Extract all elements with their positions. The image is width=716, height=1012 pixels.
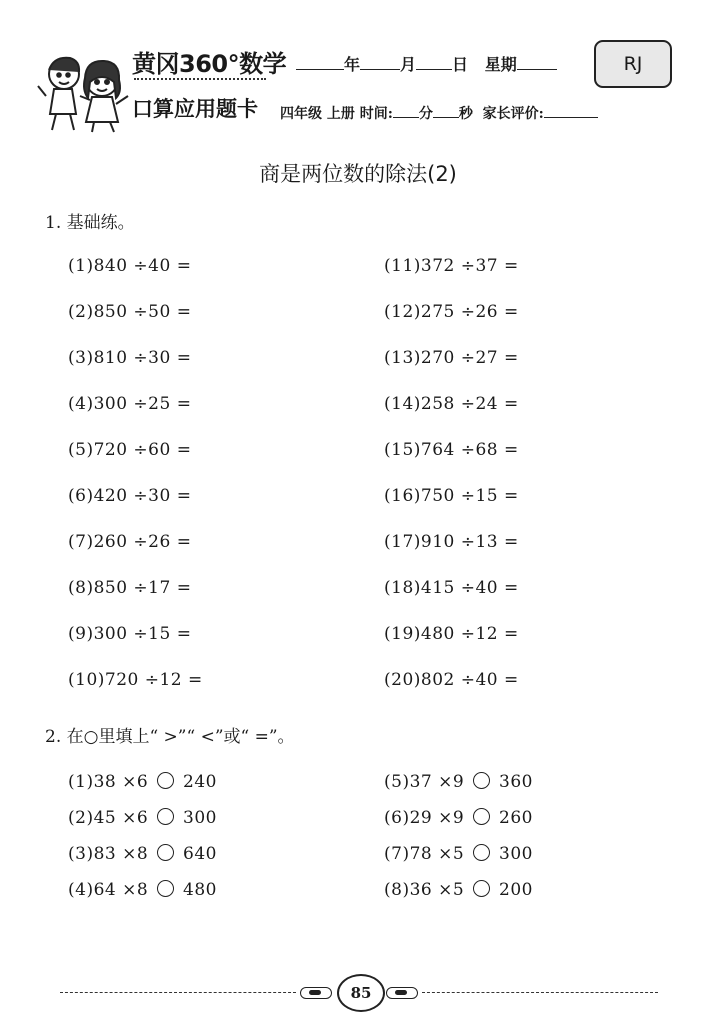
problem-11: (11)372 ÷37 =: [384, 256, 519, 276]
compare-6: [384, 808, 533, 828]
problem-13: (13)270 ÷27 =: [384, 348, 519, 368]
section2-heading: 2. 在○里填上“ >”“ <”或“ =”。: [45, 727, 295, 747]
problem-8: (8)850 ÷17 =: [68, 578, 192, 598]
compare-value: 200: [499, 880, 533, 900]
page-title: 商是两位数的除法(2): [259, 162, 457, 186]
month-blank[interactable]: [360, 55, 400, 70]
second-blank[interactable]: [433, 105, 459, 118]
compare-expr: (8)36 ×5: [384, 880, 465, 900]
compare-5: [384, 772, 533, 792]
section1-heading: 1. 基础练。: [45, 213, 135, 233]
answer-circle[interactable]: [473, 880, 490, 897]
problem-15: (15)764 ÷68 =: [384, 440, 519, 460]
compare-value: 240: [183, 772, 217, 792]
brand-title: 黄冈360°数学: [132, 50, 287, 78]
compare-8: [384, 880, 533, 900]
compare-1: [68, 772, 217, 792]
compare-value: 480: [183, 880, 217, 900]
second-label: 秒: [458, 106, 473, 122]
weekday-label: 星期: [484, 55, 517, 74]
problem-7: (7)260 ÷26 =: [68, 532, 192, 552]
minute-blank[interactable]: [393, 105, 419, 118]
problem-2: (2)850 ÷50 =: [68, 302, 192, 322]
parent-eval-blank[interactable]: [544, 105, 598, 118]
answer-circle[interactable]: [473, 844, 490, 861]
compare-2: [68, 808, 217, 828]
footer-divider-right: [422, 992, 658, 993]
year-blank[interactable]: [296, 55, 344, 70]
date-line: [296, 52, 557, 75]
compare-value: 300: [499, 844, 533, 864]
problem-3: (3)810 ÷30 =: [68, 348, 192, 368]
problem-18: (18)415 ÷40 =: [384, 578, 519, 598]
compare-7: [384, 844, 533, 864]
answer-circle[interactable]: [157, 772, 174, 789]
compare-value: 640: [183, 844, 217, 864]
brand-subtitle: 口算应用题卡: [132, 97, 258, 121]
answer-circle[interactable]: [157, 880, 174, 897]
month-label: 月: [400, 55, 417, 74]
compare-3: [68, 844, 217, 864]
problem-14: (14)258 ÷24 =: [384, 394, 519, 414]
problem-9: (9)300 ÷15 =: [68, 624, 192, 644]
problem-17: (17)910 ÷13 =: [384, 532, 519, 552]
compare-expr: (7)78 ×5: [384, 844, 465, 864]
footer-divider-left: [60, 992, 296, 993]
capsule-ornament-icon: [386, 987, 418, 999]
info-line: [280, 103, 598, 123]
parent-eval-label: 家长评价:: [482, 106, 544, 122]
minute-label: 分: [418, 106, 433, 122]
answer-circle[interactable]: [157, 844, 174, 861]
answer-circle[interactable]: [473, 808, 490, 825]
answer-circle[interactable]: [473, 772, 490, 789]
compare-value: 300: [183, 808, 217, 828]
compare-expr: (5)37 ×9: [384, 772, 465, 792]
compare-expr: (4)64 ×8: [68, 880, 149, 900]
page-footer: [0, 968, 716, 1008]
compare-value: 260: [499, 808, 533, 828]
page-number: 85: [337, 974, 385, 1012]
problem-20: (20)802 ÷40 =: [384, 670, 519, 690]
problem-6: (6)420 ÷30 =: [68, 486, 192, 506]
cartoon-kids-icon: [36, 52, 132, 134]
time-label: 时间:: [359, 106, 393, 122]
problem-4: (4)300 ÷25 =: [68, 394, 192, 414]
compare-value: 360: [499, 772, 533, 792]
compare-4: [68, 880, 217, 900]
compare-expr: (3)83 ×8: [68, 844, 149, 864]
compare-expr: (2)45 ×6: [68, 808, 149, 828]
compare-expr: (1)38 ×6: [68, 772, 149, 792]
compare-expr: (6)29 ×9: [384, 808, 465, 828]
weekday-blank[interactable]: [517, 55, 557, 70]
capsule-ornament-icon: [300, 987, 332, 999]
grade-term: 四年级 上册: [280, 106, 355, 122]
problem-5: (5)720 ÷60 =: [68, 440, 192, 460]
day-label: 日: [452, 55, 469, 74]
edition-badge: RJ: [594, 40, 672, 88]
brand-divider: [134, 78, 266, 80]
year-label: 年: [344, 55, 361, 74]
problem-19: (19)480 ÷12 =: [384, 624, 519, 644]
problem-1: (1)840 ÷40 =: [68, 256, 192, 276]
day-blank[interactable]: [416, 55, 452, 70]
problem-16: (16)750 ÷15 =: [384, 486, 519, 506]
page-header: [0, 0, 716, 140]
problem-10: (10)720 ÷12 =: [68, 670, 203, 690]
problem-12: (12)275 ÷26 =: [384, 302, 519, 322]
answer-circle[interactable]: [157, 808, 174, 825]
